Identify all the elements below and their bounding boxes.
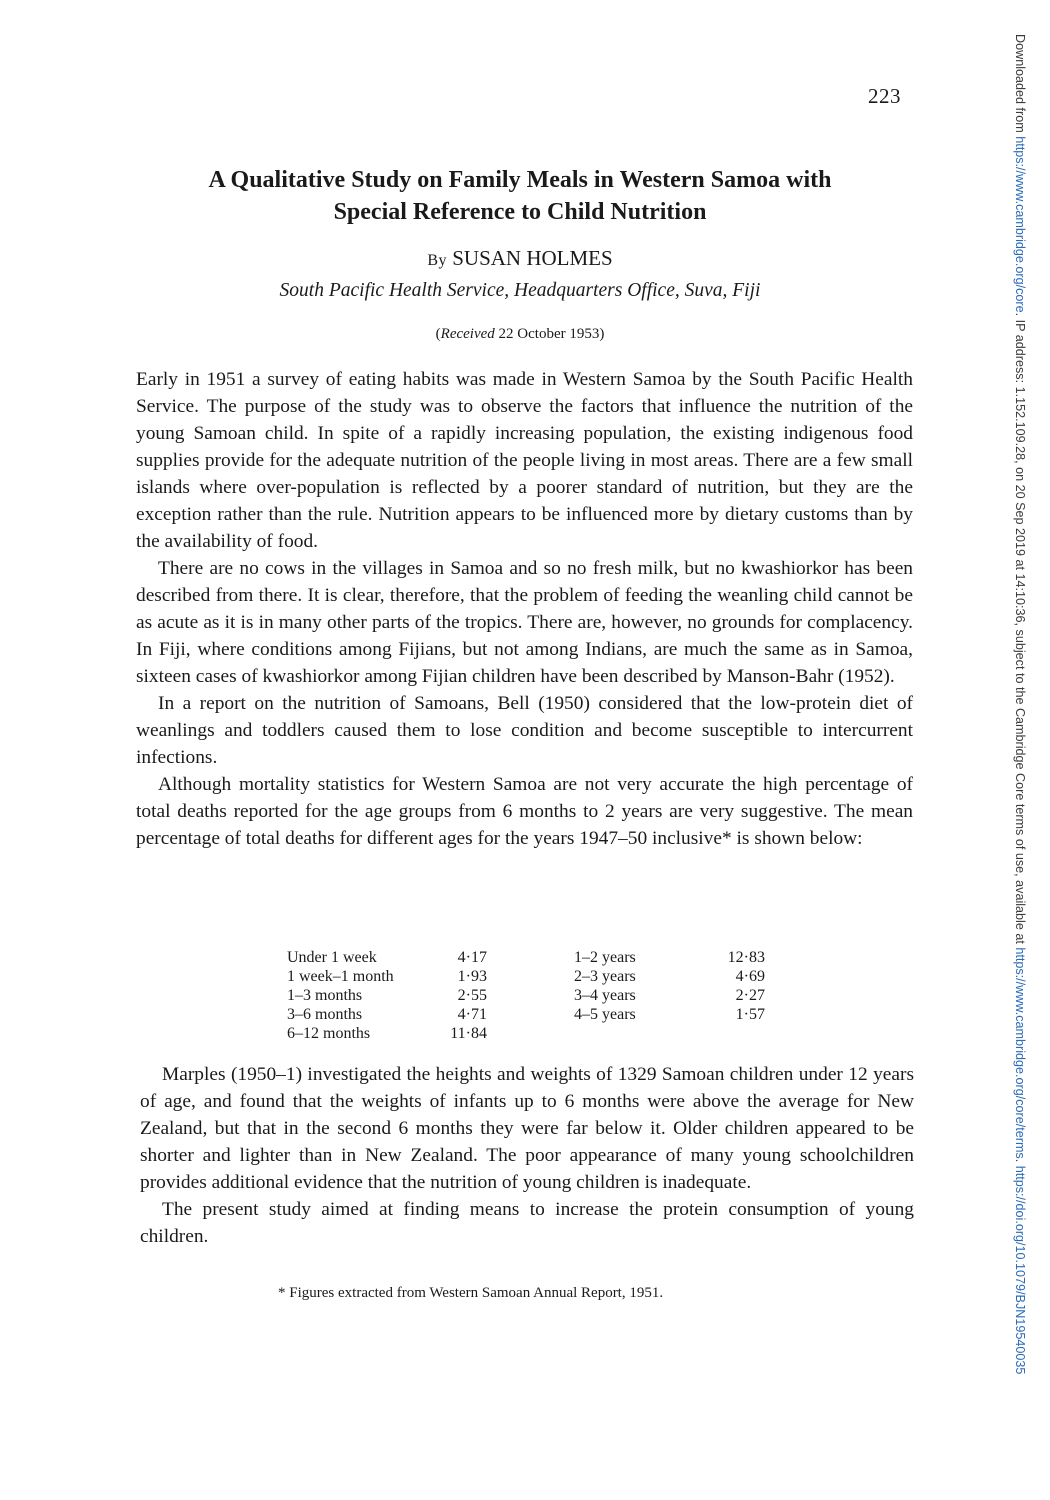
download-details: . IP address: 1.152.109.28, on 20 Sep 2019 at 14:10:36, subject to the Cambridge Core terms of use, available at [1013, 312, 1027, 948]
received-date-line: (Received 22 October 1953) [435, 326, 605, 342]
age-group: 1–3 months [287, 987, 363, 1004]
received-label: Received [440, 326, 495, 342]
author-name: SUSAN HOLMES [452, 246, 613, 270]
doi-link[interactable]: https://doi.org/10.1079/BJN19540035 [1013, 1165, 1027, 1375]
paragraph-1: Early in 1951 a survey of eating habits was made in Western Samoa by the South Pacific Health Service. The purpose of the study was to observe the factors that influence the nutrition of the young Samoan child. In spite of a rapidly increasing population, the existing indigenous food supplies provide for the adequate nutrition of the people living in most areas. There are a few small islands where over-population is reflected by a poorer standard of nutrition, but they are the exception rather than the rule. Nutrition appears to be influenced more by dietary customs than by the availability of food. [136, 369, 913, 552]
death-percentage: 4·69 [735, 968, 765, 985]
age-group: Under 1 week [287, 949, 377, 966]
terms-link[interactable]: https://www.cambridge.org/core/terms [1013, 947, 1027, 1159]
death-percentage: 11·84 [450, 1025, 487, 1042]
download-notice [1006, 34, 1034, 1454]
paragraph-6: The present study aimed at finding means to increase the protein consumption of young children. [140, 1199, 914, 1247]
death-percentage: 1·93 [457, 968, 487, 985]
death-percentage: 12·83 [727, 949, 765, 966]
cambridge-core-link[interactable]: https://www.cambridge.org/core [1013, 136, 1027, 313]
age-group: 1–2 years [574, 949, 636, 966]
download-prefix: Downloaded from [1013, 34, 1027, 137]
age-group: 1 week–1 month [287, 968, 394, 985]
link-separator: . [1013, 1158, 1027, 1166]
death-percentage: 4·17 [457, 949, 487, 966]
page-number: 223 [868, 84, 901, 108]
death-percentage: 2·27 [735, 987, 765, 1004]
received-date: 22 October 1953 [498, 326, 600, 342]
affiliation: South Pacific Health Service, Headquarters Office, Suva, Fiji [279, 280, 761, 301]
body-text-upper [136, 366, 913, 852]
title-line-1: A Qualitative Study on Family Meals in Western Samoa with [208, 167, 832, 193]
body-text-lower [140, 1061, 914, 1250]
age-group: 4–5 years [574, 1006, 636, 1023]
age-group: 2–3 years [574, 968, 636, 985]
age-group: 3–4 years [574, 987, 636, 1004]
paragraph-5: Marples (1950–1) investigated the heights and weights of 1329 Samoan children under 12 years of age, and found that the weights of infants up to 6 months were above the average for New Zealand, but that in the second 6 months they were far below it. Older children appeared to be shorter and lighter than in New Zealand. The poor appearance of many young schoolchildren provides additional evidence that the nutrition of young children is inadequate. [140, 1064, 914, 1193]
title-line-2: Special Reference to Child Nutrition [333, 199, 707, 225]
paragraph-3: In a report on the nutrition of Samoans, Bell (1950) considered that the low-protein diet of weanlings and toddlers caused them to lose condition and become susceptible to intercurrent infections. [136, 693, 913, 768]
paragraph-2: There are no cows in the villages in Samoa and so no fresh milk, but no kwashiorkor has been described from there. It is clear, therefore, that the problem of feeding the weanling child cannot be as acute as it is in many other parts of the tropics. There are, however, no grounds for complacency. In Fiji, where conditions among Fijians, but not among Indians, are much the same as in Samoa, sixteen cases of kwashiorkor among Fijian children have been described by Manson-Bahr (1952). [136, 558, 913, 687]
death-percentage: 4·71 [457, 1006, 487, 1023]
death-percentage: 1·57 [735, 1006, 765, 1023]
author-prefix: By [427, 252, 447, 269]
footnote: * Figures extracted from Western Samoan Annual Report, 1951. [278, 1285, 664, 1301]
paragraph-4: Although mortality statistics for Western Samoa are not very accurate the high percentage of total deaths reported for the age groups from 6 months to 2 years are very suggestive. The mean percentage of total deaths for different ages for the years 1947–50 inclusive* is shown below: [136, 774, 913, 849]
age-group: 6–12 months [287, 1025, 371, 1042]
author-line [120, 246, 920, 271]
age-group: 3–6 months [287, 1006, 363, 1023]
article-title [120, 164, 920, 228]
death-percentage: 2·55 [457, 987, 487, 1004]
